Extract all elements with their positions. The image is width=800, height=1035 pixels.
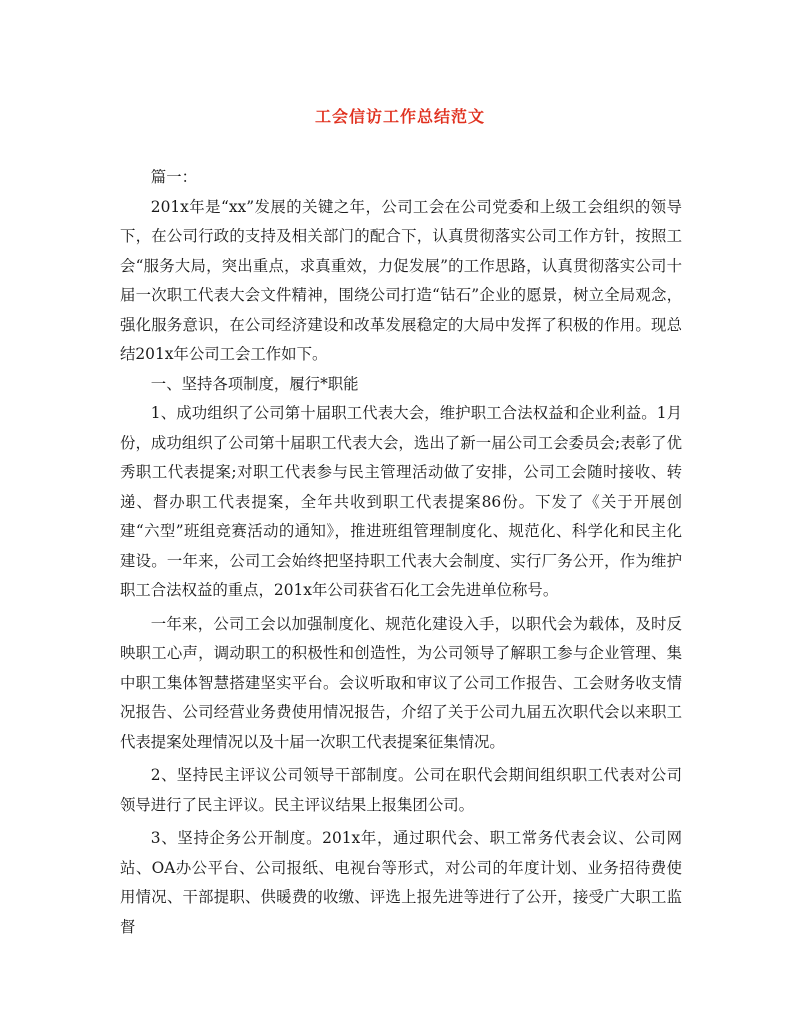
paragraph-item-1: 1、成功组织了公司第十届职工代表大会，维护职工合法权益和企业利益。1月份，成功组织了公司第十届职工代表大会，选出了新一届公司工会委员会;表彰了优秀职工代表提案;对职工代表参与民主管理活动做了安排，公司工会随时接收、转递、督办职工代表提案，全年共收到职工代表提案86份。下发了《关于开展创建“六型”班组竞赛活动的通知》，推进班组管理制度化、规范化、科学化和民主化建设。一年来，公司工会始终把坚持职工代表大会制度、实行厂务公开，作为维护职工合法权益的重点，201x年公司获省石化工会先进单位称号。 [120, 404, 682, 599]
document-body [120, 163, 682, 942]
paragraph-year-review: 一年来，公司工会以加强制度化、规范化建设入手，以职代会为载体，及时反映职工心声，调动职工的积极性和创造性，为公司领导了解职工参与企业管理、集中职工集体智慧搭建坚实平台。会议听取和审议了公司工作报告、工会财务收支情况报告、公司经营业务费使用情况报告，介绍了关于公司九届五次职代会以来职工代表提案处理情况以及十届一次职工代表提案征集情况。 [120, 614, 682, 751]
paragraph-intro: 201x年是“xx”发展的关键之年，公司工会在公司党委和上级工会组织的领导下，在公司行政的支持及相关部门的配合下，认真贯彻落实公司工作方针，按照工会“服务大局，突出重点，求真重效，力促发展”的工作思路，认真贯彻落实公司十届一次职工代表大会文件精神，围绕公司打造“钻石”企业的愿景，树立全局观念，强化服务意识，在公司经济建设和改革发展稳定的大局中发挥了积极的作用。现总结201x年公司工会工作如下。 [120, 197, 682, 363]
section-label: 篇一： [150, 168, 197, 186]
paragraph-item-2: 2、坚持民主评议公司领导干部制度。公司在职代会期间组织职工代表对公司领导进行了民主评议。民主评议结果上报集团公司。 [120, 766, 682, 814]
section-heading: 一、坚持各项制度，履行*职能 [150, 374, 359, 393]
document-title: 工会信访工作总结范文 [314, 107, 485, 126]
paragraph-item-3: 3、坚持企务公开制度。201x年，通过职代会、职工常务代表会议、公司网站、OA办公平台、公司报纸、电视台等形式，对公司的年度计划、业务招待费使用情况、干部提职、供暖费的收缴、评选上报先进等进行了公开，接受广大职工监督 [120, 829, 682, 936]
